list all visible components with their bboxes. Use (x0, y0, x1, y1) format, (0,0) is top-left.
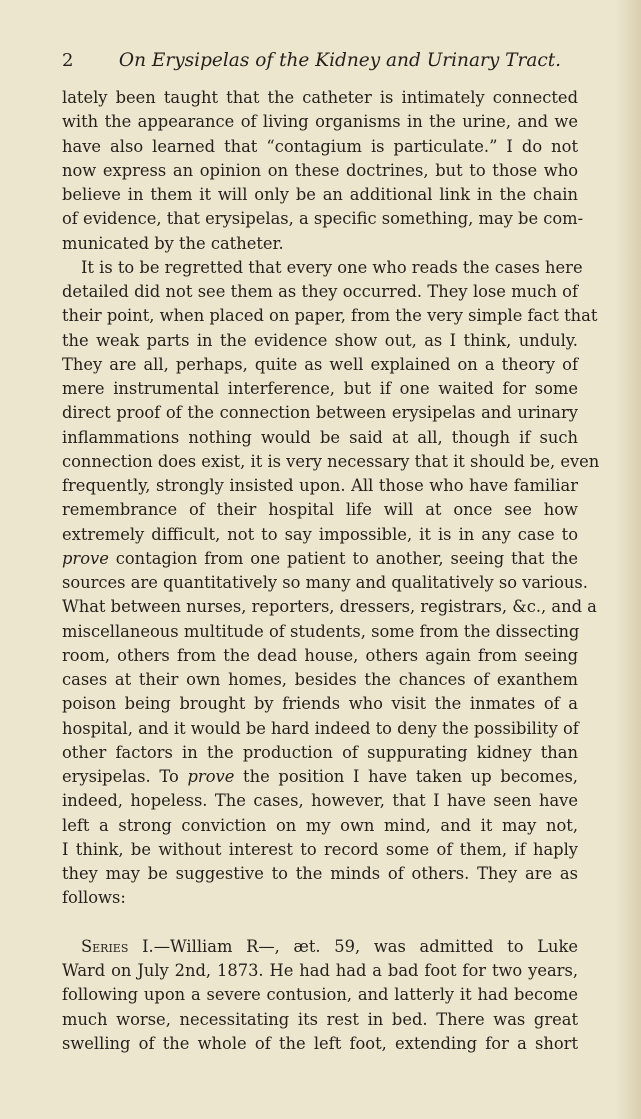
text-line (62, 1032, 578, 1056)
text-line-content: I think, be without interest to record some of them, if haply (62, 839, 578, 859)
text-line (62, 256, 583, 280)
text-line (62, 838, 578, 862)
text-line-content: the weak parts in the evidence show out, as I think, unduly. (62, 330, 578, 350)
text-line-content: with the appearance of living organisms in the urine, and we (62, 112, 578, 132)
page-header (62, 50, 582, 76)
text-line-content: the position I have taken up becomes, (234, 767, 578, 786)
text-line (62, 814, 578, 838)
text-line (62, 183, 578, 207)
text-line-content: I.—William R—, æt. 59, was admitted to Luke (128, 936, 578, 956)
text-line (62, 498, 578, 522)
text-line-content: left a strong conviction on my own mind, and it may not, (62, 815, 578, 835)
text-line-content: room, others from the dead house, others again from seeing (62, 645, 578, 665)
text-line-content: sources are quantitatively so many and qualitatively so various. (62, 573, 588, 592)
text-line-prefix: erysipelas. To (62, 767, 188, 786)
text-line (62, 668, 578, 692)
text-line-content: frequently, strongly insisted upon. All those who have familiar (62, 476, 578, 495)
emphasis: prove (62, 548, 109, 568)
text-line-content: remembrance of their hospital life will at once see how (62, 500, 578, 520)
text-line-content: direct proof of the connection between erysipelas and urinary (62, 403, 578, 423)
text-line (62, 474, 578, 498)
text-line (62, 110, 578, 134)
text-line (62, 765, 578, 789)
text-line-content: municated by the catheter. (62, 233, 284, 253)
text-line (62, 717, 578, 741)
page-edge-shading (615, 0, 641, 1119)
text-line (62, 741, 578, 765)
emphasis: prove (187, 767, 235, 786)
text-line (62, 620, 578, 644)
text-line-content: other factors in the production of suppurating kidney than (62, 742, 578, 762)
text-line-content: miscellaneous multitude of students, some from the dissecting (62, 621, 580, 641)
text-line-content: Ward on July 2nd, 1873. He had had a bad foot for two years, (62, 961, 578, 980)
text-line (62, 547, 578, 571)
text-line-content: mere instrumental interference, but if one waited for some (62, 379, 578, 398)
text-line-content: connection does exist, it is very necessary that it should be, even (62, 451, 600, 471)
text-line-content: cases at their own homes, besides the chances of exanthem (62, 670, 578, 689)
text-line-content: They are all, perhaps, quite as well explained on a theory of (62, 354, 578, 374)
text-line (62, 692, 578, 716)
text-line-content: they may be suggestive to the minds of others. They are as (62, 864, 578, 883)
page-number: 2 (62, 50, 74, 71)
paragraph-gap (62, 911, 578, 935)
text-line (62, 426, 578, 450)
running-title: On Erysipelas of the Kidney and Urinary Tract. (118, 50, 562, 71)
text-line-content: inflammations nothing would be said at all, though if such (62, 427, 578, 447)
text-line-content: following upon a severe contusion, and latterly it had become (62, 985, 578, 1005)
text-line-content: their point, when placed on paper, from the very simple fact that (62, 306, 598, 326)
text-line (62, 935, 578, 959)
text-line (62, 450, 600, 474)
text-line-content: detailed did not see them as they occurred. They lose much of (62, 282, 578, 301)
text-line-content: much worse, necessitating its rest in bed. There was great (62, 1009, 578, 1029)
text-line (62, 159, 578, 183)
text-line (62, 789, 578, 813)
text-line (62, 280, 578, 304)
text-line (62, 353, 578, 377)
text-line (62, 644, 578, 668)
text-line (62, 86, 578, 110)
text-line (62, 329, 578, 353)
text-line (62, 1008, 578, 1032)
text-line-content: contagion from one patient to another, seeing that the (108, 548, 578, 568)
body-text (62, 86, 600, 1056)
text-line (62, 523, 578, 547)
text-line-content: now express an opinion on these doctrines, but to those who (62, 160, 578, 180)
text-line (62, 304, 598, 328)
text-line (62, 207, 584, 231)
text-line (62, 595, 597, 619)
series-heading: Series (81, 936, 129, 956)
text-line (62, 886, 578, 910)
text-line (62, 983, 578, 1007)
text-line (62, 571, 588, 595)
text-line-content: believe in them it will only be an additional link in the chain (62, 185, 578, 204)
text-line-content: lately been taught that the catheter is intimately connected (62, 88, 578, 107)
text-line-content: extremely difficult, not to say impossible, it is in any case to (62, 524, 578, 544)
text-line (62, 401, 578, 425)
text-line (62, 135, 578, 159)
text-line-content: swelling of the whole of the left foot, extending for a short (62, 1033, 578, 1053)
text-line-content: hospital, and it would be hard indeed to deny the possibility of (62, 718, 579, 738)
text-line (62, 959, 578, 983)
text-line-content: have also learned that “contagium is particulate.” I do not (62, 136, 578, 156)
text-line-content: What between nurses, reporters, dressers, registrars, &c., and a (62, 597, 597, 617)
text-line-content: follows: (62, 888, 126, 908)
text-line-content: It is to be regretted that every one who reads the cases here (81, 257, 583, 277)
text-line (62, 232, 578, 256)
text-line (62, 862, 578, 886)
text-line-content: indeed, hopeless. The cases, however, that I have seen have (62, 791, 578, 811)
text-line-content: of evidence, that erysipelas, a specific something, may be com- (62, 209, 584, 229)
text-line-content: poison being brought by friends who visit the inmates of a (62, 694, 578, 714)
text-line (62, 377, 578, 401)
